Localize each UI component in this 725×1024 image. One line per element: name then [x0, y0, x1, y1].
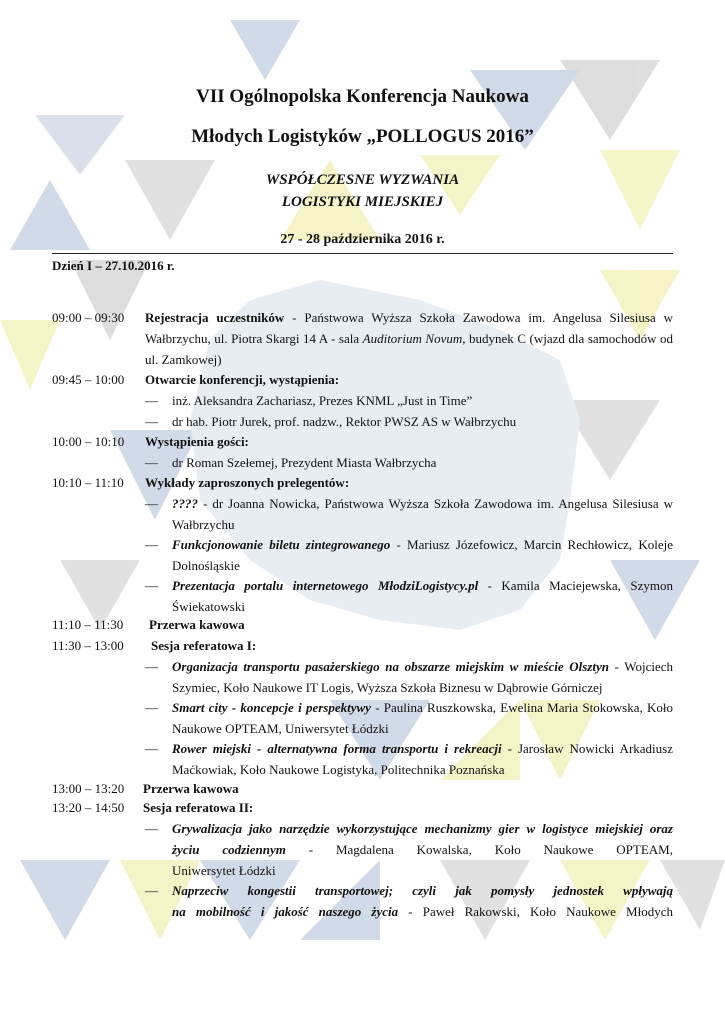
item-topic: Organizacja transportu pasażerskiego na obszarze miejskim w mieście Olsztyn: [172, 659, 609, 674]
dash-bullet: —: [145, 455, 158, 470]
dash-bullet: —: [145, 741, 158, 756]
item-speaker: - Wojciech Szymiec, Koło Naukowe IT Logis, Wyższa Szkoła Biznesu w Dąbrowie Górniczej: [172, 659, 673, 695]
dash-bullet: —: [145, 414, 158, 429]
item-text: [172, 656, 673, 698]
item-topic-continued: [172, 839, 673, 860]
header-divider: [52, 253, 673, 254]
item-topic: Grywalizacja jako narzędzie wykorzystujące mechanizmy gier w logistyce miejskiej oraz: [172, 821, 673, 836]
item-topic: Naprzeciw kongestii transportowej; czyli jak pomysły jednostek wpływają: [172, 883, 673, 898]
dash-bullet: —: [145, 393, 158, 408]
entry-text: - Państwowa Wyższa Szkoła Zawodowa im. Angelusa Silesiusa w Wałbrzychu, ul. Piotra Skargi 14 A - sala: [145, 310, 674, 346]
item-speaker: - Mariusz Józefowicz, Marcin Rechłowicz, Koleje Dolnośląskie: [172, 537, 674, 573]
item-text: [172, 697, 673, 739]
entry-time: 13:00 – 13:20: [52, 781, 125, 796]
conference-title-line2: Młodych Logistyków „POLLOGUS 2016”: [191, 126, 534, 147]
entry-time: 13:20 – 14:50: [52, 800, 125, 815]
day-label: Dzień I – 27.10.2016 r.: [52, 258, 175, 273]
item-speaker: - Paulina Ruszkowska, Ewelina Maria Stokowska, Koło Naukowe OPTEAM, Uniwersytet Łódzki: [172, 700, 674, 736]
conference-theme-line2: LOGISTYKI MIEJSKIEJ: [281, 194, 444, 210]
dash-bullet: —: [145, 496, 158, 511]
item-topic: Rower miejski - alternatywna forma transportu i rekreacji: [172, 741, 502, 756]
dash-bullet: —: [145, 700, 158, 715]
item-topic: Smart city - koncepcje i perspektywy: [172, 700, 371, 715]
entry-title: Przerwa kawowa: [149, 617, 245, 632]
entry-title: Rejestracja uczestników: [145, 310, 285, 325]
entry-time: 10:00 – 10:10: [52, 434, 125, 449]
entry-time: 10:10 – 11:10: [52, 475, 124, 490]
item-speaker: - dr Joanna Nowicka, Państwowa Wyższa Szkoła Zawodowa im. Angelusa Silesiusa w Wałbrzychu: [172, 496, 673, 532]
dash-bullet: —: [145, 821, 158, 836]
entry-time: 11:10 – 11:30: [52, 617, 124, 632]
item-topic: Funkcjonowanie biletu zintegrowanego: [172, 537, 391, 552]
item-topic: ????: [172, 496, 198, 511]
item-text: [172, 575, 673, 617]
entry-text-continued: , budynek C (wjazd dla samochodów od ul. Zamkowej): [145, 331, 673, 367]
entry-time: 11:30 – 13:00: [52, 638, 124, 653]
item-text: [172, 493, 673, 535]
item-topic: Prezentacja portalu internetowego MłodziLogistycy.pl: [172, 578, 479, 593]
entry-title: Wystąpienia gości:: [145, 434, 249, 449]
entry-title: Sesja referatowa I:: [151, 638, 257, 653]
conference-title-line1: VII Ogólnopolska Konferencja Naukowa: [196, 86, 529, 107]
item-speaker: - Jarosław Nowicki Arkadiusz Maćkowiak, Koło Naukowe Logistyka, Politechnika Poznańska: [172, 741, 673, 777]
entry-title: Sesja referatowa II:: [143, 800, 254, 815]
entry-time: 09:45 – 10:00: [52, 372, 125, 387]
item-text: [172, 534, 673, 576]
item-speaker: - Kamila Maciejewska, Szymon Świekatowski: [172, 578, 673, 614]
item-topic-end: na mobilność i jakość naszego życia: [172, 904, 399, 919]
item-text: dr Roman Szełemej, Prezydent Miasta Wałbrzycha: [172, 455, 437, 470]
entry-title: Wykłady zaproszonych prelegentów:: [145, 475, 350, 490]
item-text: [172, 738, 673, 780]
item-speaker: - Paweł Rakowski, Koło Naukowe Młodych: [398, 904, 673, 919]
dash-bullet: —: [145, 537, 158, 552]
venue-name: Auditorium Novum: [362, 331, 463, 346]
item-affiliation: Uniwersytet Łódzki: [172, 863, 276, 878]
item-text: [172, 818, 673, 881]
entry-description: [145, 307, 673, 370]
conference-theme-line1: WSPÓŁCZESNE WYZWANIA: [265, 172, 460, 188]
entry-title: Otwarcie konferencji, wystąpienia:: [145, 372, 340, 387]
entry-time: 09:00 – 09:30: [52, 310, 125, 325]
conference-dates: 27 - 28 października 2016 r.: [280, 232, 445, 247]
dash-bullet: —: [145, 578, 158, 593]
dash-bullet: —: [145, 659, 158, 674]
item-text: inż. Aleksandra Zachariasz, Prezes KNML „Just in Time”: [172, 393, 473, 408]
item-text: dr hab. Piotr Jurek, prof. nadzw., Rektor PWSZ AS w Wałbrzychu: [172, 414, 517, 429]
dash-bullet: —: [145, 883, 158, 898]
item-topic-end: życiu codziennym: [172, 842, 286, 857]
item-speaker: - Magdalena Kowalska, Koło Naukowe OPTEAM,: [285, 842, 673, 857]
item-topic-continued: [172, 901, 673, 922]
entry-title: Przerwa kawowa: [143, 781, 239, 796]
item-text: [172, 880, 673, 922]
